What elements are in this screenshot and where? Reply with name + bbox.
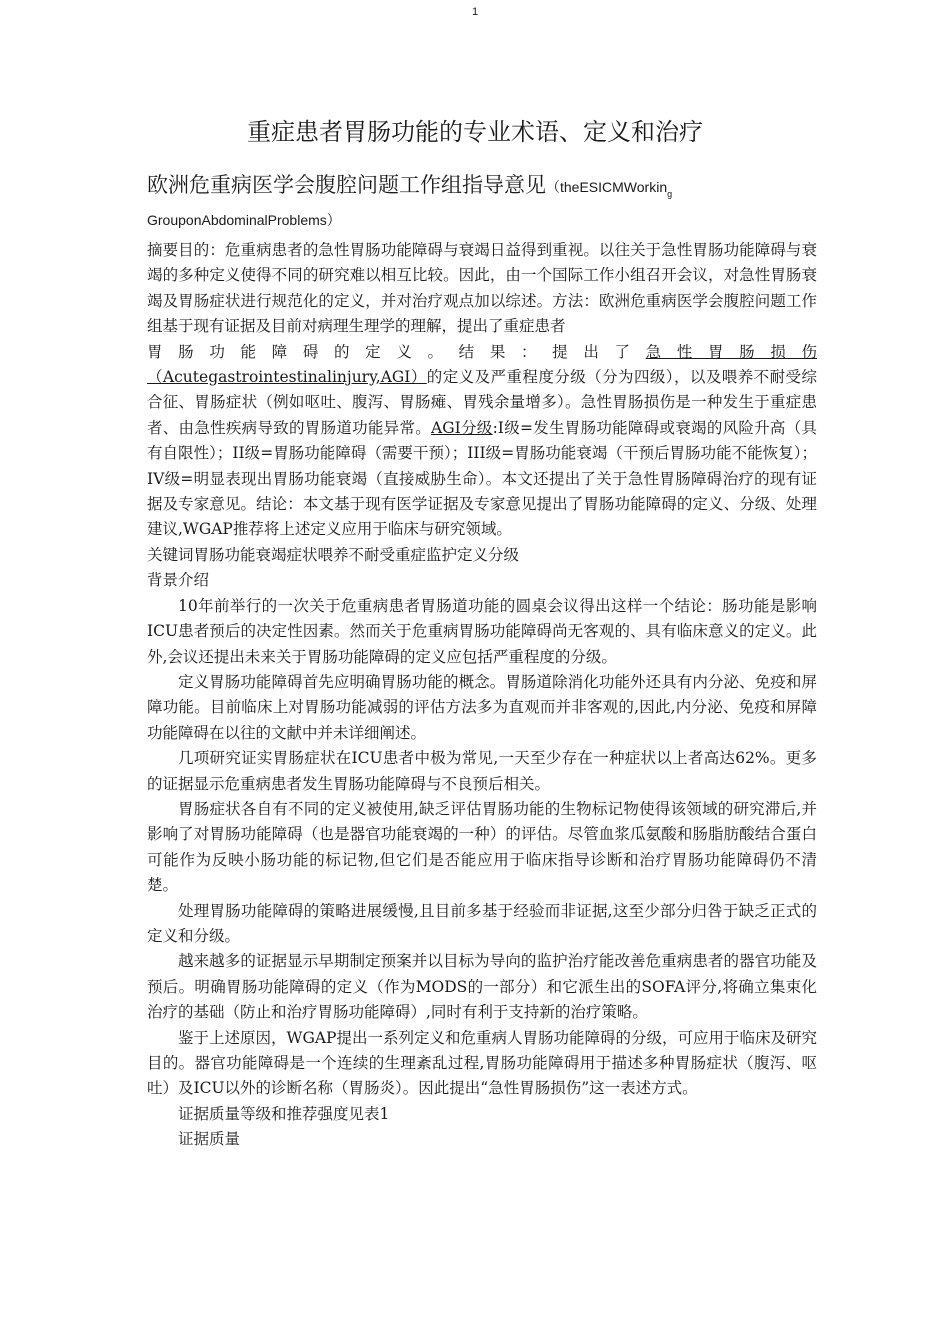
agi-term: 急性胃肠损伤 (645, 342, 817, 361)
paragraph: 证据质量 (178, 1130, 241, 1149)
document-body (147, 238, 817, 1153)
subtitle-en-line2: GrouponAbdominalProblems） (147, 212, 341, 228)
page-number: 1 (471, 6, 479, 18)
section-heading: 背景介绍 (147, 571, 210, 590)
document-title: 重症患者胃肠功能的专业术语、定义和治疗 (247, 118, 703, 146)
agi-english-term: （Acutegastrointestinalinjury,AGI） (147, 368, 427, 387)
abstract-spread-line (147, 340, 817, 365)
abstract-block-1: 摘要目的：危重病患者的急性胃肠功能障碍与衰竭日益得到重视。以往关于急性胃肠功能障碍与衰竭的多种定义使得不同的研究难以相互比较。因此，由一个国际工作小组召开会议，对急性胃肠衰竭及胃肠症状进行规范化的定义，并对治疗观点加以综述。方法：欧洲危重病医学会腹腔问题工作组基于现有证据及目前对病理生理学的理解，提出了重症患者 (147, 241, 817, 336)
abstract-spread-text: 胃肠功能障碍的定义。结果：提出了 (147, 342, 646, 361)
subtitle-en-sub: g (667, 189, 673, 200)
paragraph: 10年前举行的一次关于危重病患者胃肠道功能的圆桌会议得出这样一个结论：肠功能是影响ICU患者预后的决定性因素。然而关于危重病胃肠功能障碍尚无客观的、具有临床意义的定义。此外,会议还提出未来关于胃肠功能障碍的定义应包括严重程度的分级。 (147, 596, 817, 666)
document-subtitle (147, 170, 827, 209)
paragraph: 胃肠症状各自有不同的定义被使用,缺乏评估胃肠功能的生物标记物使得该领域的研究滞后,并影响了对胃肠功能障碍（也是器官功能衰竭的一种）的评估。尽管血浆瓜氨酸和肠脂肪酸结合蛋白可能作为反映小肠功能的标记物,但它们是否能应用于临床指导诊断和治疗胃肠功能障碍仍不清楚。 (147, 799, 817, 895)
paragraph: 证据质量等级和推荐强度见表1 (178, 1104, 390, 1123)
abstract-text-3: :I级=发生胃肠功能障碍或衰竭的风险升高（具有自限性）；II级=胃肠功能障碍（需要干预）；III级=胃肠功能衰竭（干预后胃肠功能不能恢复）；IV级=明显表现出胃肠功能衰竭（直接威胁生命）。本文还提出了关于急性胃肠障碍治疗的现有证据及专家意见。结论：本文基于现有医学证据及专家意见提出了胃肠功能障碍的定义、分级、处理建议,WGAP推荐将上述定义应用于临床与研究领域。 (147, 418, 817, 539)
abstract-text-2: 的定义及严重程度分级（分为四级），以及喂养不耐受综合征、胃肠症状（例如呕吐、腹泻、胃肠瘫、胃残余量增多）。急性胃肠损伤是一种发生于重症患者、由急性疾病导致的胃肠道功能异常。 (147, 368, 817, 437)
subtitle-cn: 欧洲危重病医学会腹腔问题工作组指导意见 (147, 173, 546, 197)
abstract-block-2 (147, 365, 817, 543)
subtitle-en: （theESICMWorkin (546, 179, 668, 195)
paragraph: 定义胃肠功能障碍首先应明确胃肠功能的概念。胃肠道除消化功能外还具有内分泌、免疫和屏障功能。目前临床上对胃肠功能减弱的评估方法多为直观而并非客观的,因此,内分泌、免疫和屏障功能障碍在以往的文献中并未详细阐述。 (147, 672, 817, 742)
paragraph: 鉴于上述原因，WGAP提出一系列定义和危重病人胃肠功能障碍的分级，可应用于临床及研究目的。器官功能障碍是一个连续的生理紊乱过程,胃肠功能障碍用于描述多种胃肠症状（腹泻、呕吐）及ICU以外的诊断名称（胃肠炎）。因此提出“急性胃肠损伤”这一表述方式。 (147, 1028, 817, 1098)
paragraph: 几项研究证实胃肠症状在ICU患者中极为常见,一天至少存在一种症状以上者高达62%。更多的证据显示危重病患者发生胃肠功能障碍与不良预后相关。 (147, 749, 817, 793)
keywords: 关键词胃肠功能衰竭症状喂养不耐受重症监护定义分级 (147, 545, 520, 564)
paragraph: 处理胃肠功能障碍的策略进展缓慢,且目前多基于经验而非证据,这至少部分归咎于缺乏正式的定义和分级。 (147, 901, 817, 945)
agi-grading-term: AGI分级 (431, 418, 493, 437)
paragraph: 越来越多的证据显示早期制定预案并以目标为导向的监护治疗能改善危重病患者的器官功能及预后。明确胃肠功能障碍的定义（作为MODS的一部分）和它派生出的SOFA评分,将确立集束化治疗的基础（防止和治疗胃肠功能障碍）,同时有利于支持新的治疗策略。 (147, 952, 817, 1022)
